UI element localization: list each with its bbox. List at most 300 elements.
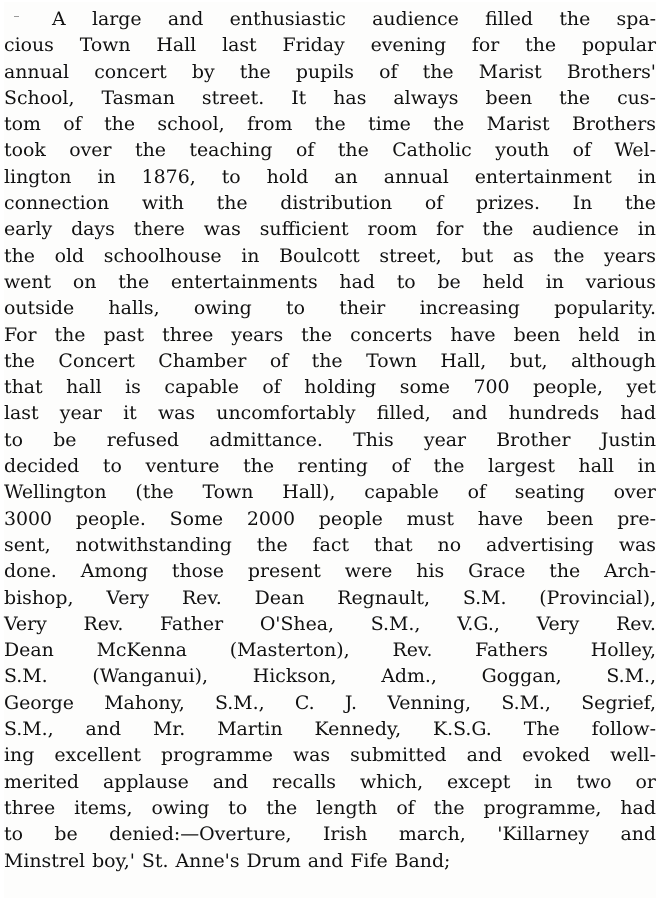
- word: Rev.: [616, 612, 656, 635]
- word: programme: [161, 744, 273, 767]
- word: people.: [75, 507, 146, 530]
- word: denied:—Overture,: [109, 823, 292, 846]
- word: Hall),: [282, 481, 336, 504]
- text-line: [4, 190, 656, 216]
- word: for: [436, 218, 464, 241]
- word: Boulcott: [279, 244, 360, 267]
- word: Kennedy,: [314, 718, 402, 741]
- word: J.: [344, 691, 358, 714]
- word: Arch-: [604, 560, 656, 583]
- word: submitted: [350, 744, 447, 767]
- word: Town: [202, 481, 254, 504]
- word: of: [63, 113, 82, 136]
- word: Goggan,: [481, 665, 562, 688]
- word: S.M.,: [214, 691, 265, 714]
- text-line: [4, 532, 656, 558]
- word: on: [72, 270, 97, 293]
- word: no: [437, 533, 462, 556]
- word: 700: [473, 376, 510, 399]
- word: uncomfortably: [216, 402, 356, 425]
- word: Hall,: [440, 349, 487, 372]
- word: concert: [94, 60, 167, 83]
- newspaper-page: [4, 2, 656, 898]
- word: admittance.: [209, 428, 323, 451]
- word: as: [512, 244, 534, 267]
- word: be: [54, 823, 78, 846]
- word: of: [572, 139, 592, 162]
- word: excellent: [54, 744, 141, 767]
- word: cious: [4, 34, 54, 57]
- word: that: [4, 376, 43, 399]
- word: last: [222, 34, 257, 57]
- word: S.M.,: [4, 718, 54, 741]
- word: the: [54, 323, 86, 346]
- word: last: [4, 402, 39, 425]
- word: recalls: [272, 770, 337, 793]
- word: Very: [106, 586, 150, 609]
- word: past: [103, 323, 145, 346]
- word: concerts: [350, 323, 433, 346]
- word: took: [4, 139, 46, 162]
- word: length: [316, 796, 378, 819]
- word: and: [466, 744, 503, 767]
- word: large: [91, 8, 142, 30]
- word: with: [141, 192, 184, 215]
- word: hundreds: [508, 402, 600, 425]
- word: the: [559, 86, 591, 109]
- word: the: [135, 139, 166, 162]
- word: Segrief,: [581, 691, 656, 714]
- word: over: [613, 481, 656, 504]
- text-line: [4, 348, 656, 374]
- word: Chamber: [158, 349, 247, 372]
- word: fact: [312, 533, 350, 556]
- word: St.: [141, 849, 169, 872]
- word: Adm.,: [381, 665, 437, 688]
- word: their: [339, 297, 386, 320]
- word: Mahony,: [104, 691, 185, 714]
- text-line: [4, 585, 656, 611]
- word: an: [334, 165, 358, 188]
- article-text: [4, 6, 656, 874]
- word: the: [559, 8, 591, 30]
- text-line: [4, 821, 656, 847]
- word: entertainments: [170, 270, 318, 293]
- word: Venning,: [387, 691, 472, 714]
- word: C.: [294, 691, 315, 714]
- word: Very: [536, 612, 580, 635]
- word: Father: [160, 612, 224, 635]
- word: the: [549, 560, 581, 583]
- word: O'Shea,: [259, 612, 335, 635]
- word: connection: [4, 192, 110, 215]
- word: well-: [610, 744, 656, 767]
- word: Minstrel: [4, 849, 86, 872]
- word: Marist: [486, 113, 550, 136]
- word: to: [286, 297, 306, 320]
- word: Hickson,: [252, 665, 337, 688]
- word: follow-: [591, 718, 656, 741]
- word: Martin: [217, 718, 283, 741]
- word: people,: [533, 376, 603, 399]
- word: outside: [4, 297, 75, 320]
- text-line: [4, 216, 656, 242]
- word: owing: [151, 796, 210, 819]
- word: done.: [4, 560, 57, 583]
- word: the: [104, 113, 136, 136]
- word: there: [133, 218, 185, 241]
- word: the: [243, 455, 274, 478]
- word: early: [4, 218, 53, 241]
- word: items,: [74, 796, 133, 819]
- word: has: [333, 86, 367, 109]
- word: to: [4, 428, 23, 451]
- text-line: [4, 611, 656, 637]
- word: Among: [80, 560, 148, 583]
- text-line: [4, 59, 656, 85]
- word: distribution: [280, 192, 393, 215]
- word: went: [4, 270, 52, 293]
- text-line: [4, 663, 656, 689]
- text-line: [4, 716, 656, 742]
- word: Brother: [496, 428, 571, 451]
- word: and: [85, 718, 122, 741]
- word: Mr.: [152, 718, 186, 741]
- word: halls,: [108, 297, 160, 320]
- word: of: [262, 376, 281, 399]
- text-line: [4, 85, 656, 111]
- word: in: [637, 455, 656, 478]
- word: S.M.,: [606, 665, 656, 688]
- word: three: [162, 323, 214, 346]
- word: Band;: [394, 849, 451, 872]
- word: Tasman: [101, 86, 175, 109]
- word: years: [604, 244, 656, 267]
- word: and: [307, 849, 344, 872]
- word: programme,: [483, 796, 602, 819]
- word: years: [231, 323, 284, 346]
- word: those: [171, 560, 224, 583]
- word: renting: [297, 455, 368, 478]
- word: The: [523, 718, 560, 741]
- word: or: [635, 770, 656, 793]
- word: Hall: [156, 34, 197, 57]
- word: was: [292, 744, 331, 767]
- word: (Masterton),: [229, 639, 350, 662]
- word: George: [4, 691, 74, 714]
- word: in: [637, 323, 656, 346]
- word: always: [393, 86, 459, 109]
- word: A: [52, 8, 66, 30]
- word: must: [406, 507, 454, 530]
- word: S.M.,: [370, 612, 421, 635]
- word: the: [266, 796, 298, 819]
- word: Dean: [4, 639, 54, 662]
- word: by: [191, 60, 215, 83]
- word: notwithstanding: [75, 533, 232, 556]
- word: the: [314, 113, 346, 136]
- word: (Provincial),: [539, 586, 656, 609]
- word: is: [125, 376, 141, 399]
- word: Justin: [600, 428, 656, 451]
- word: the: [216, 192, 248, 215]
- word: the: [433, 455, 465, 478]
- text-line: [4, 479, 656, 505]
- word: Some: [169, 507, 224, 530]
- word: applause: [102, 770, 189, 793]
- text-line: [4, 848, 656, 874]
- text-line: [4, 742, 656, 768]
- word: popular: [581, 34, 656, 57]
- word: Brothers: [571, 113, 656, 136]
- word: in: [241, 244, 260, 267]
- word: and: [212, 770, 249, 793]
- word: and: [451, 402, 488, 425]
- word: have: [450, 323, 496, 346]
- word: Marist: [478, 60, 542, 83]
- word: held: [578, 323, 620, 346]
- word: Rev.: [181, 586, 222, 609]
- word: Drum: [246, 849, 301, 872]
- word: the: [301, 323, 333, 346]
- word: to: [4, 823, 23, 846]
- word: entertainment: [474, 165, 612, 188]
- word: Rev.: [83, 612, 124, 635]
- word: Fathers: [475, 639, 548, 662]
- word: hall: [66, 376, 102, 399]
- text-line: [4, 795, 656, 821]
- word: Very: [4, 612, 47, 635]
- word: the: [433, 796, 465, 819]
- word: Irish: [322, 823, 368, 846]
- word: Fife: [350, 849, 388, 872]
- word: (Wanganui),: [92, 665, 209, 688]
- word: street,: [379, 244, 442, 267]
- word: old: [54, 244, 85, 267]
- word: the: [4, 244, 35, 267]
- word: had: [339, 270, 375, 293]
- word: the: [553, 244, 585, 267]
- word: annual: [4, 60, 70, 83]
- word: be: [53, 428, 77, 451]
- word: filled,: [376, 402, 431, 425]
- word: to: [396, 270, 416, 293]
- word: the: [625, 192, 656, 215]
- word: audience: [532, 218, 619, 241]
- word: was: [157, 402, 196, 425]
- word: enthusiastic: [229, 8, 346, 30]
- word: spa-: [616, 8, 656, 30]
- word: three: [4, 796, 56, 819]
- word: be: [437, 270, 461, 293]
- word: school,: [157, 113, 225, 136]
- word: hold: [266, 165, 309, 188]
- word: Grace: [468, 560, 526, 583]
- text-line: [4, 164, 656, 190]
- word: filled: [485, 8, 534, 30]
- word: Wel-: [614, 139, 656, 162]
- word: merited: [4, 770, 80, 793]
- word: largest: [488, 455, 555, 478]
- word: to: [102, 455, 122, 478]
- word: present: [247, 560, 321, 583]
- word: been: [485, 86, 533, 109]
- word: the: [118, 270, 150, 293]
- word: for: [471, 34, 500, 57]
- word: the: [337, 139, 369, 162]
- word: 2000: [246, 507, 295, 530]
- word: capable: [364, 481, 439, 504]
- word: youth: [495, 139, 550, 162]
- word: although: [571, 349, 656, 372]
- word: the: [433, 113, 465, 136]
- text-line: [4, 6, 656, 32]
- word: street.: [201, 86, 265, 109]
- text-line: [4, 427, 656, 453]
- word: 'Killarney: [497, 823, 589, 846]
- word: year: [423, 428, 467, 451]
- word: 1876,: [141, 165, 196, 188]
- word: annual: [383, 165, 449, 188]
- word: bishop,: [4, 586, 74, 609]
- word: people: [318, 507, 383, 530]
- text-line: [4, 374, 656, 400]
- word: was: [203, 218, 241, 241]
- word: the: [311, 349, 343, 372]
- text-line: [4, 269, 656, 295]
- word: Friday: [282, 34, 345, 57]
- word: evoked: [522, 744, 591, 767]
- word: various: [585, 270, 656, 293]
- word: K.S.G.: [433, 718, 492, 741]
- word: lington: [4, 165, 72, 188]
- text-line: [4, 690, 656, 716]
- word: the: [4, 349, 35, 372]
- word: of: [391, 455, 410, 478]
- word: over: [69, 139, 112, 162]
- word: to: [228, 796, 248, 819]
- word: holding: [304, 376, 377, 399]
- word: tom: [4, 113, 41, 136]
- word: evening: [370, 34, 447, 57]
- word: were: [344, 560, 393, 583]
- word: to: [221, 165, 241, 188]
- word: 3000: [4, 507, 53, 530]
- word: capable: [164, 376, 239, 399]
- word: teaching: [189, 139, 273, 162]
- word: In: [572, 192, 593, 215]
- word: which,: [359, 770, 424, 793]
- word: S.M.,: [501, 691, 551, 714]
- word: refused: [106, 428, 180, 451]
- word: from: [247, 113, 293, 136]
- word: Regnault,: [337, 586, 430, 609]
- word: of: [295, 139, 315, 162]
- word: had: [620, 402, 656, 425]
- word: ing: [4, 744, 35, 767]
- word: of: [424, 192, 444, 215]
- word: it: [123, 402, 137, 425]
- word: School,: [4, 86, 75, 109]
- word: Rev.: [392, 639, 433, 662]
- word: and: [620, 823, 656, 846]
- word: cus-: [617, 86, 656, 109]
- word: was: [618, 533, 656, 556]
- text-line: [4, 322, 656, 348]
- word: been: [513, 323, 561, 346]
- word: Dean: [254, 586, 305, 609]
- word: McKenna: [96, 639, 187, 662]
- word: had: [620, 796, 656, 819]
- text-line: [4, 32, 656, 58]
- word: popularity.: [554, 297, 656, 320]
- word: sent,: [4, 533, 51, 556]
- word: schoolhouse: [103, 244, 222, 267]
- word: held: [482, 270, 524, 293]
- word: of: [467, 481, 486, 504]
- word: room: [367, 218, 418, 241]
- word: advertising: [486, 533, 594, 556]
- word: some: [399, 376, 450, 399]
- word: days: [71, 218, 115, 241]
- word: Catholic: [392, 139, 472, 162]
- word: Town: [366, 349, 417, 372]
- word: yet: [626, 376, 656, 399]
- word: in: [97, 165, 116, 188]
- word: but,: [509, 349, 548, 372]
- word: S.M.: [4, 665, 48, 688]
- word: the: [525, 34, 557, 57]
- word: Holley,: [590, 639, 656, 662]
- word: audience: [372, 8, 459, 30]
- word: Wellington: [4, 481, 107, 504]
- word: owing: [193, 297, 252, 320]
- word: in: [534, 770, 553, 793]
- word: venture: [145, 455, 220, 478]
- word: in: [637, 218, 656, 241]
- word: the: [422, 60, 454, 83]
- word: (the: [135, 481, 174, 504]
- word: decided: [4, 455, 80, 478]
- word: have: [477, 507, 524, 530]
- word: boy,': [92, 849, 135, 872]
- text-line: [4, 637, 656, 663]
- word: the: [239, 60, 271, 83]
- word: the: [482, 218, 514, 241]
- word: S.M.: [462, 586, 507, 609]
- word: hall: [578, 455, 615, 478]
- word: two: [576, 770, 612, 793]
- word: It: [291, 86, 307, 109]
- word: except: [447, 770, 511, 793]
- word: This: [353, 428, 394, 451]
- text-line: [4, 453, 656, 479]
- word: his: [416, 560, 445, 583]
- text-line: [4, 295, 656, 321]
- word: seating: [514, 481, 585, 504]
- word: that: [373, 533, 413, 556]
- word: sufficient: [259, 218, 349, 241]
- word: year: [59, 402, 102, 425]
- word: pupils: [295, 60, 354, 83]
- text-line: [4, 137, 656, 163]
- word: For: [4, 323, 37, 346]
- word: in: [637, 165, 656, 188]
- text-line: [4, 111, 656, 137]
- word: the: [256, 533, 288, 556]
- text-line: [4, 769, 656, 795]
- word: Concert: [58, 349, 135, 372]
